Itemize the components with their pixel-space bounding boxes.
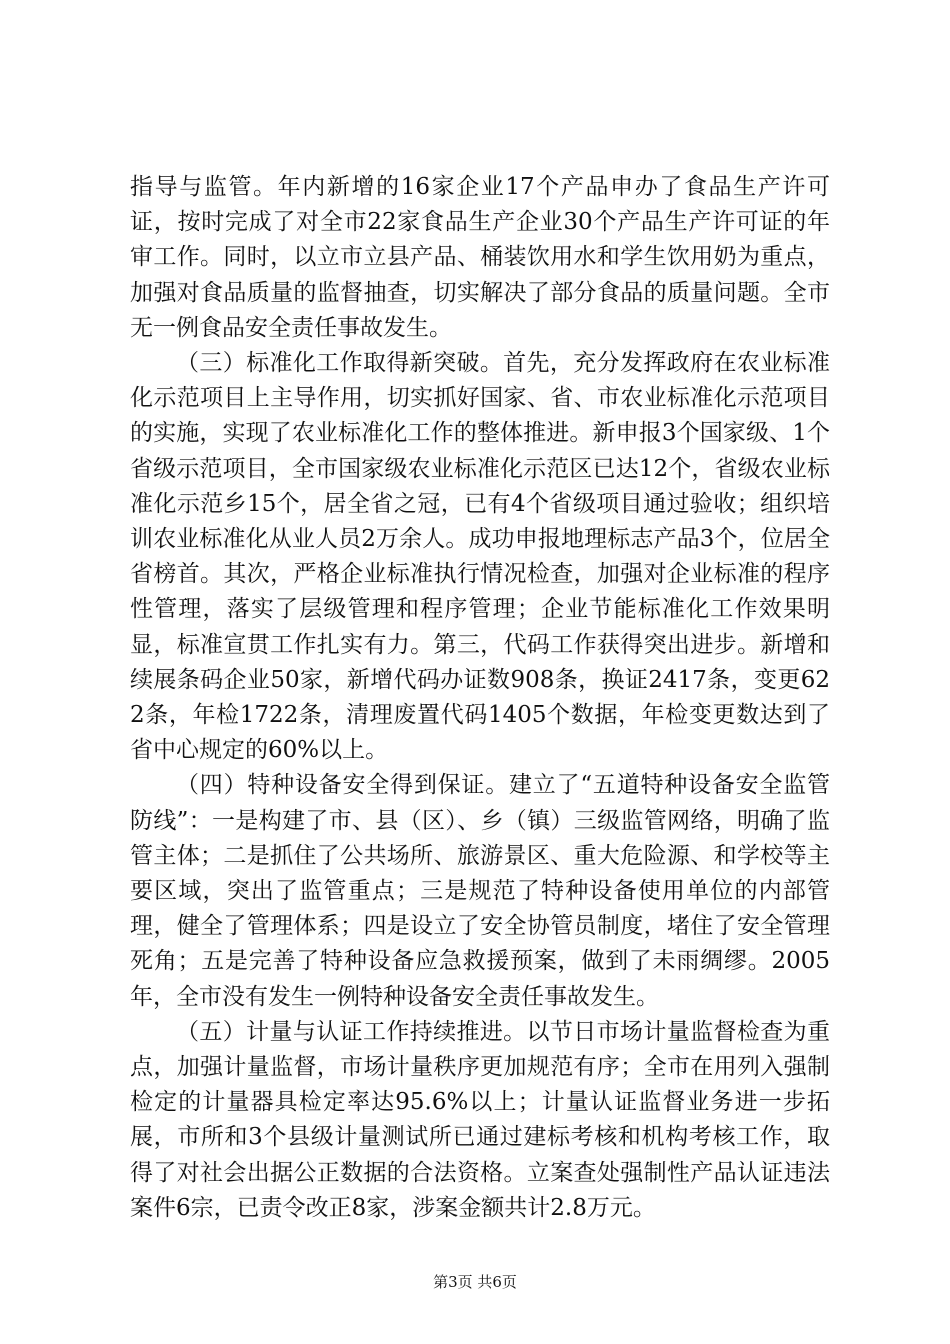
page-number-label: 第3页 共6页 <box>433 1273 517 1291</box>
paragraph-food-licensing: 指导与监管。年内新增的16家企业17个产品申办了食品生产许可证，按时完成了对全市22家食品生产企业30个产品生产许可证的年审工作。同时，以立市立县产品、桶装饮用水和学生饮用奶为重点，加强对食品质量的监督抽查，切实解决了部分食品的质量问题。全市无一例食品安全责任事故发生。 <box>130 174 830 341</box>
page-footer <box>0 1273 950 1291</box>
paragraph-standardization: （三）标准化工作取得新突破。首先，充分发挥政府在农业标准化示范项目上主导作用，切实抓好国家、省、市农业标准化示范项目的实施，实现了农业标准化工作的整体推进。新申报3个国家级、1个省级示范项目，全市国家级农业标准化示范区已达12个，省级农业标准化示范乡15个，居全省之冠，已有4个省级项目通过验收；组织培训农业标准化从业人员2万余人。成功申报地理标志产品3个，位居全省榜首。其次，严格企业标准执行情况检查，加强对企业标准的程序性管理，落实了层级管理和程序管理；企业节能标准化工作效果明显，标准宣贯工作扎实有力。第三，代码工作获得突出进步。新增和续展条码企业50家，新增代码办证数908条，换证2417条，变更622条，年检1722条，清理废置代码1405个数据，年检变更数达到了省中心规定的60%以上。 <box>130 350 830 764</box>
body-text <box>130 170 830 1226</box>
paragraph-metrology-certification: （五）计量与认证工作持续推进。以节日市场计量监督检查为重点，加强计量监督，市场计量秩序更加规范有序；全市在用列入强制检定的计量器具检定率达95.6%以上；计量认证监督业务进一步拓展，市所和3个县级计量测试所已通过建标考核和机构考核工作，取得了对社会出据公正数据的合法资格。立案查处强制性产品认证违法案件6宗，已责令改正8家，涉案金额共计2.8万元。 <box>130 1018 830 1221</box>
paragraph-special-equipment: （四）特种设备安全得到保证。建立了“五道特种设备安全监管防线”：一是构建了市、县（区）、乡（镇）三级监管网络，明确了监管主体；二是抓住了公共场所、旅游景区、重大危险源、和学校等主要区域，突出了监管重点；三是规范了特种设备使用单位的内部管理，健全了管理体系；四是设立了安全协管员制度，堵住了安全管理死角；五是完善了特种设备应急救援预案，做到了未雨绸缪。2005年，全市没有发生一例特种设备安全责任事故发生。 <box>130 772 830 1010</box>
